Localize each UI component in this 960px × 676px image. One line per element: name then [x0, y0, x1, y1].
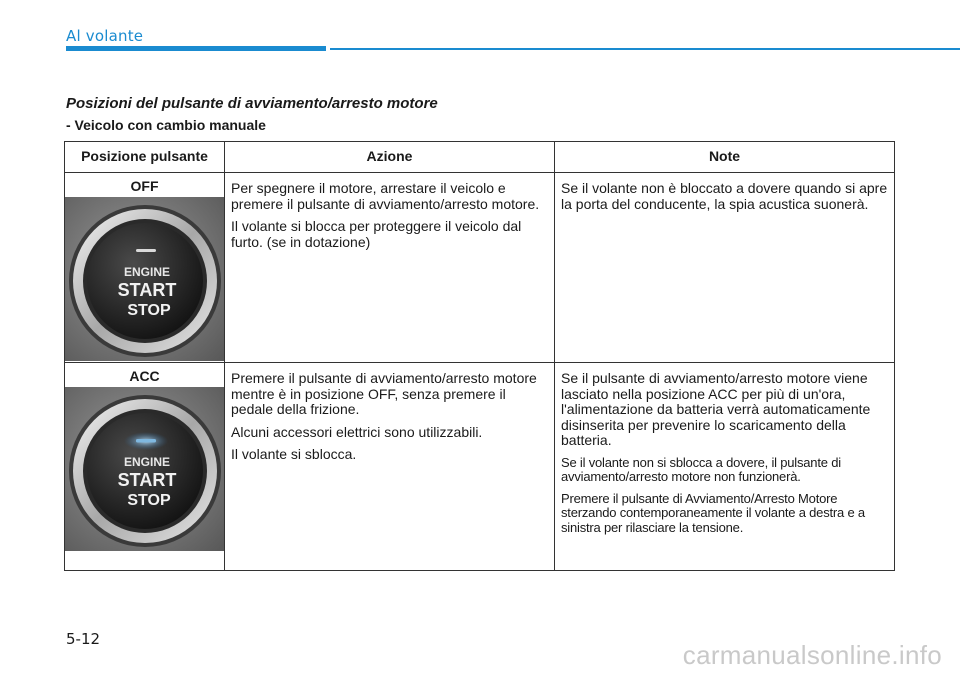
- section-title: Posizioni del pulsante di avviamento/arresto motore: [66, 95, 438, 112]
- action-cell-acc: [225, 363, 555, 571]
- note-acc-3: Premere il pulsante di Avviamento/Arresto Motore sterzando contemporaneamente il volante a destra e a sinistra per rilasciare la tensione.: [561, 490, 865, 535]
- action-off-1: Per spegnere il motore, arrestare il veicolo e premere il pulsante di avviamento/arresto motore.: [231, 180, 540, 212]
- action-off-2: Il volante si blocca per proteggere il veicolo dal furto. (se in dotazione): [231, 218, 522, 250]
- button-text-engine: ENGINE: [123, 265, 171, 279]
- header-position: Posizione pulsante: [65, 142, 225, 173]
- position-label-off: OFF: [130, 178, 159, 194]
- table-row-acc: [65, 363, 895, 571]
- watermark: carmanualsonline.info: [682, 640, 942, 670]
- button-text-stop: STOP: [127, 492, 171, 509]
- table-row-off: [65, 173, 895, 363]
- button-text-stop: STOP: [127, 302, 171, 319]
- note-off-1: Se il volante non è bloccato a dovere quando si apre la porta del conducente, la spia acustica suonerà.: [561, 180, 888, 212]
- header-title: Al volante: [66, 27, 144, 45]
- action-cell-off: [225, 173, 555, 363]
- start-stop-button-off-image: [65, 197, 224, 361]
- action-acc-3: Il volante si sblocca.: [231, 446, 357, 462]
- position-cell-acc: [65, 363, 225, 571]
- subtitle: - Veicolo con cambio manuale: [66, 117, 266, 133]
- indicator-acc: [136, 439, 156, 443]
- button-text-start: START: [117, 280, 177, 300]
- position-label-acc: ACC: [129, 368, 160, 384]
- header-note: Note: [555, 142, 895, 173]
- button-text-engine: ENGINE: [123, 455, 171, 469]
- page-number: 5-12: [66, 630, 101, 648]
- start-stop-button-acc-image: [65, 387, 224, 551]
- note-acc-1: Se il pulsante di avviamento/arresto motore viene lasciato nella posizione ACC per più di un'ora, l'alimentazione da batteria verrà automaticamente disinserita per prevenire lo scaricamento della batteria.: [561, 370, 871, 448]
- header-rule-thin: [330, 48, 960, 50]
- header-action: Azione: [225, 142, 555, 173]
- position-cell-off: [65, 173, 225, 363]
- button-text-start: START: [117, 470, 177, 490]
- positions-table: [64, 141, 895, 571]
- note-cell-off: [555, 173, 895, 363]
- header-rule-thick: [66, 46, 326, 51]
- table-header-row: [65, 142, 895, 173]
- note-acc-2: Se il volante non si sblocca a dovere, il pulsante di avviamento/arresto motore non funzionerà.: [561, 454, 841, 484]
- action-acc-2: Alcuni accessori elettrici sono utilizzabili.: [231, 423, 483, 440]
- action-acc-1: Premere il pulsante di avviamento/arresto motore mentre è in posizione OFF, senza premere il pedale della frizione.: [231, 370, 537, 417]
- indicator-off: [136, 249, 156, 252]
- note-cell-acc: [555, 363, 895, 571]
